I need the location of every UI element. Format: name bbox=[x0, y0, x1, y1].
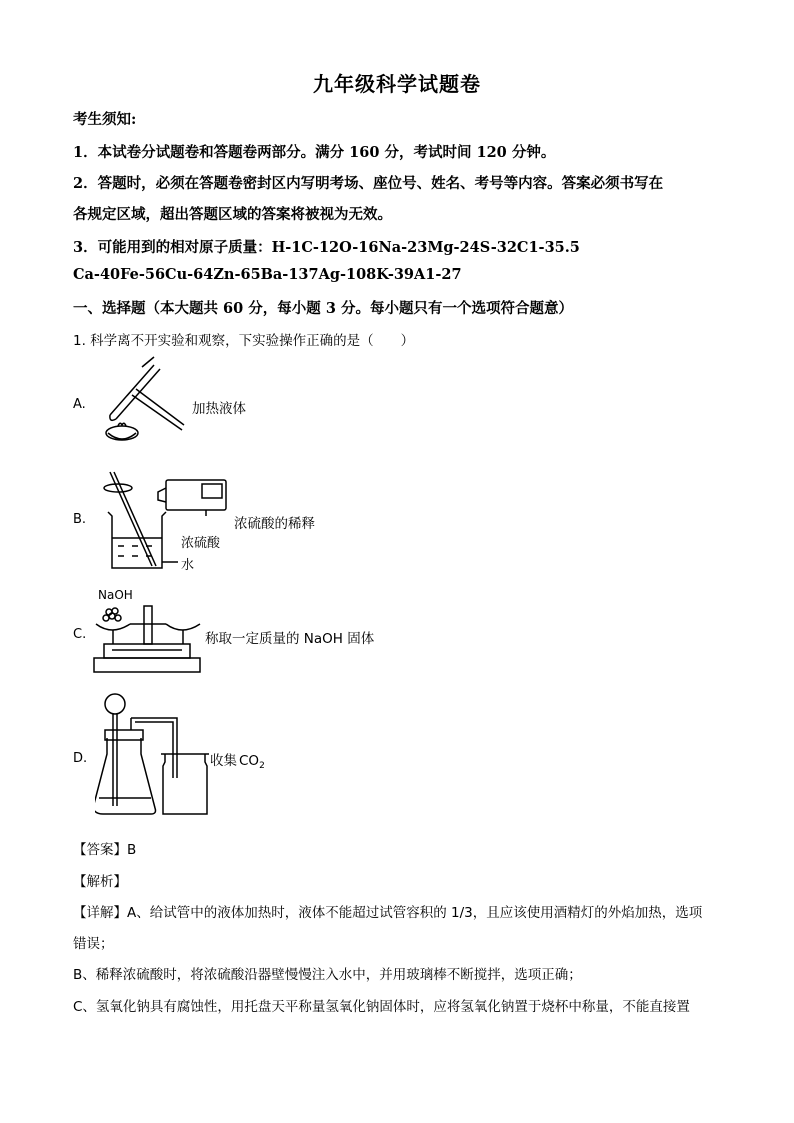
option-b-letter: B. bbox=[73, 512, 87, 527]
answer-label: 【答案】 bbox=[73, 842, 127, 858]
water-label: 水 bbox=[181, 558, 195, 573]
option-c-caption: 称取一定质量的 NaOH 固体 bbox=[205, 631, 375, 647]
answer-line bbox=[73, 838, 136, 858]
page-title: 九年级科学试题卷 bbox=[313, 72, 481, 96]
co2-subscript: 2 bbox=[259, 761, 265, 771]
acid-dilution-figure bbox=[96, 468, 236, 578]
detail-line-4: C、氢氧化钠具有腐蚀性，用托盘天平称量氢氧化钠固体时，应将氢氧化钠置于烧杯中称量，不能直接置 bbox=[73, 999, 690, 1015]
notice-line-2: 2．答题时，必须在答题卷密封区内写明考场、座位号、姓名、考号等内容。答案必须书写在 bbox=[73, 175, 664, 192]
detail-line-3: B、稀释浓硫酸时，将浓硫酸沿器壁慢慢注入水中，并用玻璃棒不断搅拌，选项正确； bbox=[73, 967, 582, 983]
option-b-caption: 浓硫酸的稀释 bbox=[234, 516, 315, 532]
notice-line-5: Ca-40Fe-56Cu-64Zn-65Ba-137Ag-108K-39A1-27 bbox=[73, 266, 462, 283]
option-c-letter: C. bbox=[73, 627, 87, 642]
option-d-caption bbox=[210, 749, 265, 771]
heating-liquid-figure bbox=[92, 355, 192, 445]
option-d-caption-text: 收集 bbox=[210, 753, 237, 769]
option-a-letter: A. bbox=[73, 397, 86, 412]
detail-line-1: 【详解】A、给试管中的液体加热时，液体不能超过试管容积的 1/3，且应该使用酒精灯的外焰加热，选项 bbox=[73, 905, 703, 921]
notice-line-3: 各规定区域，超出答题区域的答案将被视为无效。 bbox=[73, 206, 392, 223]
option-a-caption: 加热液体 bbox=[192, 401, 246, 417]
section-heading: 一、选择题（本大题共 60 分，每小题 3 分。每小题只有一个选项符合题意） bbox=[73, 300, 573, 317]
answer-value: B bbox=[127, 842, 137, 858]
balance-figure bbox=[90, 600, 205, 680]
option-d-letter: D. bbox=[73, 751, 88, 766]
co2-formula: CO bbox=[239, 753, 260, 769]
notice-line-1: 1．本试卷分试题卷和答题卷两部分。满分 160 分，考试时间 120 分钟。 bbox=[73, 144, 556, 161]
question-1: 1. 科学离不开实验和观察，下实验操作正确的是（ ） bbox=[73, 333, 415, 349]
acid-label: 浓硫酸 bbox=[181, 536, 221, 551]
analysis-label: 【解析】 bbox=[73, 874, 127, 890]
notice-heading: 考生须知: bbox=[73, 111, 137, 128]
gas-collection-figure bbox=[95, 690, 215, 818]
detail-line-2: 错误； bbox=[73, 936, 114, 952]
notice-line-4: 3．可能用到的相对原子质量：H-1C-12O-16Na-23Mg-24S-32C1-35.5 bbox=[73, 239, 580, 256]
naoh-label: NaOH bbox=[98, 588, 133, 602]
